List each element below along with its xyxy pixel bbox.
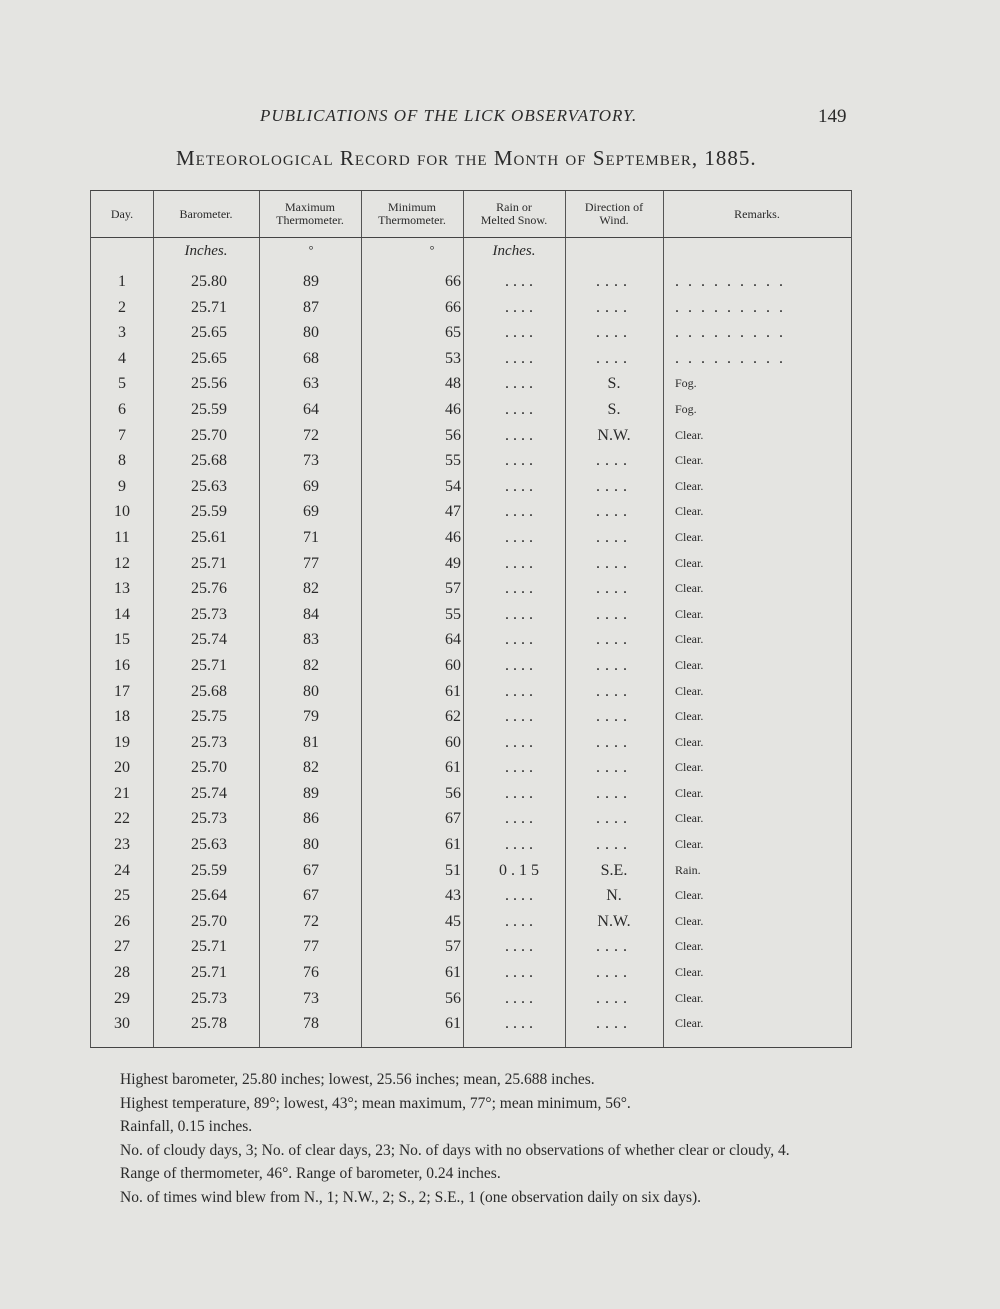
summary-line: Highest barometer, 25.80 inches; lowest, 25.56 inches; mean, 25.688 inches. xyxy=(120,1071,595,1088)
day-cell: 10 xyxy=(114,503,130,521)
table-row xyxy=(91,806,851,832)
rain-cell: .... xyxy=(505,605,537,623)
header-min-thermometer: Minimum Thermometer. xyxy=(378,200,446,227)
rain-cell: .... xyxy=(505,682,537,700)
table-row xyxy=(91,755,851,781)
wind-cell: .... xyxy=(596,836,632,854)
max-temp-cell: 69 xyxy=(303,503,319,521)
table-row xyxy=(91,704,851,730)
table-row xyxy=(91,397,851,423)
day-cell: 9 xyxy=(118,477,126,495)
table-row xyxy=(91,832,851,858)
rain-cell: .... xyxy=(505,375,537,393)
table-row xyxy=(91,499,851,525)
min-temp-cell: 56 xyxy=(445,784,461,802)
remarks-cell: Clear. xyxy=(675,785,704,800)
wind-cell: .... xyxy=(596,324,632,342)
barometer-cell: 25.59 xyxy=(191,503,227,521)
min-temp-cell: 56 xyxy=(445,989,461,1007)
min-temp-cell: 55 xyxy=(445,605,461,623)
min-temp-cell: 67 xyxy=(445,810,461,828)
header-max-thermometer: Maximum Thermometer. xyxy=(276,200,344,227)
max-temp-cell: 64 xyxy=(303,400,319,418)
wind-cell: .... xyxy=(596,1015,632,1033)
wind-cell: .... xyxy=(596,477,632,495)
day-cell: 16 xyxy=(114,656,130,674)
day-cell: 25 xyxy=(114,887,130,905)
table-row xyxy=(91,525,851,551)
day-cell: 1 xyxy=(118,273,126,290)
min-temp-cell: 57 xyxy=(445,938,461,956)
wind-cell: .... xyxy=(596,964,632,982)
barometer-cell: 25.56 xyxy=(191,375,227,393)
remarks-cell: Clear. xyxy=(675,581,704,596)
table-body xyxy=(91,269,851,1037)
table-row xyxy=(91,781,851,807)
unit-barometer: Inches. xyxy=(184,243,228,259)
wind-cell: .... xyxy=(596,298,632,316)
max-temp-cell: 83 xyxy=(303,631,319,649)
rain-cell: .... xyxy=(505,631,537,649)
day-cell: 27 xyxy=(114,938,130,956)
meteorological-table xyxy=(90,190,852,1048)
remarks-cell: Clear. xyxy=(675,478,704,493)
barometer-cell: 25.78 xyxy=(191,1015,227,1033)
table-row xyxy=(91,602,851,628)
day-cell: 20 xyxy=(114,759,130,777)
max-temp-cell: 80 xyxy=(303,324,319,342)
max-temp-cell: 73 xyxy=(303,989,319,1007)
max-temp-cell: 82 xyxy=(303,759,319,777)
min-temp-cell: 60 xyxy=(445,656,461,674)
barometer-cell: 25.71 xyxy=(191,656,227,674)
day-cell: 3 xyxy=(118,324,126,342)
rain-cell: .... xyxy=(505,887,537,905)
day-cell: 26 xyxy=(114,912,130,930)
remarks-cell: Clear. xyxy=(675,632,704,647)
max-temp-cell: 89 xyxy=(303,273,319,290)
min-temp-cell: 61 xyxy=(445,682,461,700)
max-temp-cell: 87 xyxy=(303,298,319,316)
rain-cell: .... xyxy=(505,349,537,367)
day-cell: 29 xyxy=(114,989,130,1007)
max-temp-cell: 69 xyxy=(303,477,319,495)
min-temp-cell: 62 xyxy=(445,708,461,726)
barometer-cell: 25.64 xyxy=(191,887,227,905)
wind-cell: .... xyxy=(596,631,632,649)
rain-cell: .... xyxy=(505,784,537,802)
min-temp-cell: 53 xyxy=(445,349,461,367)
remarks-cell: Clear. xyxy=(675,529,704,544)
header-remarks: Remarks. xyxy=(734,206,780,221)
wind-cell: .... xyxy=(596,605,632,623)
remarks-cell: Clear. xyxy=(675,555,704,570)
rain-cell: .... xyxy=(505,759,537,777)
min-temp-cell: 66 xyxy=(445,298,461,316)
table-row xyxy=(91,909,851,935)
day-cell: 7 xyxy=(118,426,126,444)
rain-cell: .... xyxy=(505,938,537,956)
wind-cell: .... xyxy=(596,682,632,700)
header-wind: Direction of Wind. xyxy=(584,200,644,227)
min-temp-cell: 61 xyxy=(445,1015,461,1033)
barometer-cell: 25.70 xyxy=(191,426,227,444)
remarks-cell: Fog. xyxy=(675,401,697,416)
unit-max: ° xyxy=(308,243,314,257)
barometer-cell: 25.80 xyxy=(191,273,227,290)
min-temp-cell: 43 xyxy=(445,887,461,905)
barometer-cell: 25.73 xyxy=(191,989,227,1007)
min-temp-cell: 60 xyxy=(445,733,461,751)
day-cell: 19 xyxy=(114,733,130,751)
barometer-cell: 25.59 xyxy=(191,400,227,418)
min-temp-cell: 61 xyxy=(445,759,461,777)
day-cell: 5 xyxy=(118,375,126,393)
running-head: PUBLICATIONS OF THE LICK OBSERVATORY. xyxy=(260,106,638,125)
max-temp-cell: 79 xyxy=(303,708,319,726)
remarks-cell: Clear. xyxy=(675,811,704,826)
day-cell: 12 xyxy=(114,554,130,572)
barometer-cell: 25.70 xyxy=(191,759,227,777)
day-cell: 18 xyxy=(114,708,130,726)
day-cell: 13 xyxy=(114,580,130,598)
max-temp-cell: 71 xyxy=(303,528,319,546)
barometer-cell: 25.71 xyxy=(191,554,227,572)
units-row xyxy=(91,243,851,265)
rain-cell: .... xyxy=(505,273,537,290)
table-row xyxy=(91,1011,851,1037)
barometer-cell: 25.61 xyxy=(191,528,227,546)
day-cell: 21 xyxy=(114,784,130,802)
barometer-cell: 25.76 xyxy=(191,580,227,598)
table-row xyxy=(91,320,851,346)
barometer-cell: 25.73 xyxy=(191,810,227,828)
barometer-cell: 25.70 xyxy=(191,912,227,930)
min-temp-cell: 45 xyxy=(445,912,461,930)
unit-min: ° xyxy=(429,243,435,257)
table-row xyxy=(91,653,851,679)
table-row xyxy=(91,576,851,602)
table-row xyxy=(91,346,851,372)
max-temp-cell: 82 xyxy=(303,656,319,674)
header-day: Day. xyxy=(110,206,134,221)
remarks-cell: Clear. xyxy=(675,837,704,852)
rain-cell: .... xyxy=(505,656,537,674)
summary-line: No. of times wind blew from N., 1; N.W., 2; S., 2; S.E., 1 (one observation daily on six days). xyxy=(120,1188,702,1206)
rain-cell: .... xyxy=(505,426,537,444)
max-temp-cell: 80 xyxy=(303,682,319,700)
table-row xyxy=(91,474,851,500)
table-row xyxy=(91,679,851,705)
table-row xyxy=(91,448,851,474)
wind-cell: .... xyxy=(596,452,632,470)
barometer-cell: 25.75 xyxy=(191,708,227,726)
rain-cell: .... xyxy=(505,452,537,470)
max-temp-cell: 67 xyxy=(303,887,319,905)
table-row xyxy=(91,934,851,960)
day-cell: 17 xyxy=(114,682,130,700)
day-cell: 11 xyxy=(114,528,130,546)
min-temp-cell: 56 xyxy=(445,426,461,444)
header-rain: Rain or Melted Snow. xyxy=(480,200,548,227)
rain-cell: .... xyxy=(505,1015,537,1033)
max-temp-cell: 76 xyxy=(303,964,319,982)
rain-cell: .... xyxy=(505,989,537,1007)
unit-rain: Inches. xyxy=(492,243,536,259)
wind-cell: .... xyxy=(596,273,632,290)
day-cell: 2 xyxy=(118,298,126,316)
wind-cell: .... xyxy=(596,656,632,674)
min-temp-cell: 46 xyxy=(445,400,461,418)
day-cell: 6 xyxy=(118,400,126,418)
wind-cell: .... xyxy=(596,503,632,521)
remarks-cell: Clear. xyxy=(675,1016,704,1031)
wind-cell: .... xyxy=(596,938,632,956)
barometer-cell: 25.63 xyxy=(191,836,227,854)
wind-cell: .... xyxy=(596,554,632,572)
header-barometer: Barometer. xyxy=(179,206,233,221)
table-row xyxy=(91,423,851,449)
summary-line: Highest temperature, 89°; lowest, 43°; mean maximum, 77°; mean minimum, 56°. xyxy=(120,1094,631,1112)
wind-cell: S. xyxy=(607,400,621,418)
barometer-cell: 25.68 xyxy=(191,682,227,700)
barometer-cell: 25.73 xyxy=(191,605,227,623)
summary-line: Rainfall, 0.15 inches. xyxy=(120,1118,253,1135)
table-row xyxy=(91,295,851,321)
remarks-cell: Clear. xyxy=(675,606,704,621)
remarks-cell: Clear. xyxy=(675,939,704,954)
min-temp-cell: 46 xyxy=(445,528,461,546)
wind-cell: .... xyxy=(596,784,632,802)
rain-cell: .... xyxy=(505,964,537,982)
min-temp-cell: 61 xyxy=(445,964,461,982)
min-temp-cell: 57 xyxy=(445,580,461,598)
rain-cell: .... xyxy=(505,503,537,521)
day-cell: 22 xyxy=(114,810,130,828)
day-cell: 24 xyxy=(114,861,130,879)
remarks-cell: Clear. xyxy=(675,504,704,519)
wind-cell: N.W. xyxy=(597,912,631,930)
remarks-cell: ......... xyxy=(675,298,792,316)
wind-cell: .... xyxy=(596,733,632,751)
table-row xyxy=(91,960,851,986)
day-cell: 8 xyxy=(118,452,126,470)
max-temp-cell: 86 xyxy=(303,810,319,828)
wind-cell: .... xyxy=(596,708,632,726)
page-number: 149 xyxy=(818,106,847,127)
min-temp-cell: 61 xyxy=(445,836,461,854)
rain-cell: .... xyxy=(505,324,537,342)
summary-line: No. of cloudy days, 3; No. of clear days, 23; No. of days with no observations of whether clear or cloudy, 4. xyxy=(120,1141,790,1159)
summary-notes xyxy=(88,1068,878,1209)
wind-cell: .... xyxy=(596,989,632,1007)
barometer-cell: 25.73 xyxy=(191,733,227,751)
wind-cell: N.W. xyxy=(597,426,631,444)
summary-line: Range of thermometer, 46°. Range of barometer, 0.24 inches. xyxy=(120,1165,501,1182)
max-temp-cell: 72 xyxy=(303,426,319,444)
table-row xyxy=(91,269,851,295)
wind-cell: .... xyxy=(596,528,632,546)
remarks-cell: Clear. xyxy=(675,965,704,980)
min-temp-cell: 55 xyxy=(445,452,461,470)
day-cell: 23 xyxy=(114,836,130,854)
wind-cell: .... xyxy=(596,759,632,777)
rain-cell: .... xyxy=(505,810,537,828)
day-cell: 4 xyxy=(118,349,126,367)
max-temp-cell: 89 xyxy=(303,784,319,802)
remarks-cell: Clear. xyxy=(675,913,704,928)
table-row xyxy=(91,627,851,653)
rain-cell: .... xyxy=(505,554,537,572)
max-temp-cell: 63 xyxy=(303,375,319,393)
remarks-cell: Clear. xyxy=(675,760,704,775)
day-cell: 30 xyxy=(114,1015,130,1033)
rain-cell: .... xyxy=(505,733,537,751)
day-cell: 15 xyxy=(114,631,130,649)
remarks-cell: ......... xyxy=(675,349,792,367)
min-temp-cell: 66 xyxy=(445,273,461,290)
header-rule xyxy=(91,237,851,238)
wind-cell: S.E. xyxy=(600,861,628,879)
wind-cell: .... xyxy=(596,810,632,828)
max-temp-cell: 80 xyxy=(303,836,319,854)
rain-cell: .... xyxy=(505,298,537,316)
min-temp-cell: 47 xyxy=(445,503,461,521)
barometer-cell: 25.71 xyxy=(191,938,227,956)
remarks-cell: Clear. xyxy=(675,888,704,903)
min-temp-cell: 48 xyxy=(445,375,461,393)
min-temp-cell: 64 xyxy=(445,631,461,649)
wind-cell: N. xyxy=(606,887,622,905)
rain-cell: .... xyxy=(505,836,537,854)
max-temp-cell: 68 xyxy=(303,349,319,367)
min-temp-cell: 49 xyxy=(445,554,461,572)
max-temp-cell: 81 xyxy=(303,733,319,751)
remarks-cell: Rain. xyxy=(675,862,701,877)
max-temp-cell: 82 xyxy=(303,580,319,598)
rain-cell: .... xyxy=(505,400,537,418)
table-row xyxy=(91,986,851,1012)
remarks-cell: Fog. xyxy=(675,376,697,391)
barometer-cell: 25.63 xyxy=(191,477,227,495)
remarks-cell: Clear. xyxy=(675,990,704,1005)
max-temp-cell: 73 xyxy=(303,452,319,470)
wind-cell: .... xyxy=(596,349,632,367)
min-temp-cell: 51 xyxy=(445,861,461,879)
max-temp-cell: 77 xyxy=(303,554,319,572)
max-temp-cell: 67 xyxy=(303,861,319,879)
remarks-cell: Clear. xyxy=(675,453,704,468)
rain-cell: .... xyxy=(505,912,537,930)
barometer-cell: 25.68 xyxy=(191,452,227,470)
max-temp-cell: 77 xyxy=(303,938,319,956)
remarks-cell: ......... xyxy=(675,324,792,342)
remarks-cell: Clear. xyxy=(675,683,704,698)
rain-cell: .... xyxy=(505,580,537,598)
barometer-cell: 25.65 xyxy=(191,324,227,342)
rain-cell: .... xyxy=(505,477,537,495)
min-temp-cell: 54 xyxy=(445,477,461,495)
rain-cell: .... xyxy=(505,528,537,546)
barometer-cell: 25.74 xyxy=(191,784,227,802)
max-temp-cell: 78 xyxy=(303,1015,319,1033)
min-temp-cell: 65 xyxy=(445,324,461,342)
barometer-cell: 25.74 xyxy=(191,631,227,649)
max-temp-cell: 72 xyxy=(303,912,319,930)
page-title: Meteorological Record for the Month of September, 1885. xyxy=(176,146,757,170)
rain-cell: 0.15 xyxy=(499,861,543,879)
wind-cell: S. xyxy=(607,375,621,393)
table-row xyxy=(91,371,851,397)
barometer-cell: 25.71 xyxy=(191,964,227,982)
table-row xyxy=(91,730,851,756)
barometer-cell: 25.59 xyxy=(191,861,227,879)
rain-cell: .... xyxy=(505,708,537,726)
table-row xyxy=(91,883,851,909)
max-temp-cell: 84 xyxy=(303,605,319,623)
remarks-cell: Clear. xyxy=(675,657,704,672)
remarks-cell: Clear. xyxy=(675,427,704,442)
remarks-cell: Clear. xyxy=(675,734,704,749)
barometer-cell: 25.71 xyxy=(191,298,227,316)
remarks-cell: ......... xyxy=(675,273,792,290)
day-cell: 14 xyxy=(114,605,130,623)
remarks-cell: Clear. xyxy=(675,709,704,724)
table-row xyxy=(91,858,851,884)
table-row xyxy=(91,551,851,577)
day-cell: 28 xyxy=(114,964,130,982)
wind-cell: .... xyxy=(596,580,632,598)
barometer-cell: 25.65 xyxy=(191,349,227,367)
